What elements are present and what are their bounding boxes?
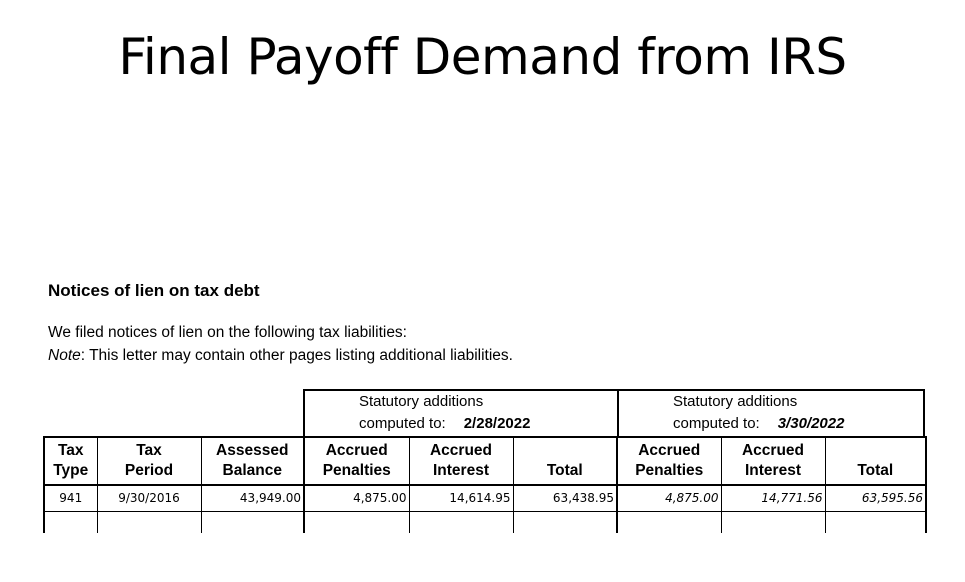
computed-date: 3/30/2022: [777, 415, 845, 432]
header-accrued-penalties: Accrued Penalties: [304, 437, 409, 485]
statutory-box-1: [303, 389, 618, 437]
cell-assessed-balance: 43,949.00: [201, 485, 304, 511]
empty-cell: [617, 511, 721, 533]
cell-tax-type: 941: [44, 485, 97, 511]
header-total-2: Total: [825, 437, 926, 485]
cell-accrued-interest-2: 14,771.56: [721, 485, 825, 511]
cell-accrued-penalties-2: 4,875.00: [617, 485, 721, 511]
empty-cell: [44, 511, 97, 533]
empty-cell: [201, 511, 304, 533]
intro-text: We filed notices of lien on the following tax liabilities:: [48, 324, 407, 341]
header-total: Total: [513, 437, 617, 485]
table-header-row: [44, 437, 926, 485]
header-accrued-penalties-2: Accrued Penalties: [617, 437, 721, 485]
header-accrued-interest-2: Accrued Interest: [721, 437, 825, 485]
empty-cell: [513, 511, 617, 533]
computed-label: computed to:: [359, 415, 446, 432]
cell-total: 63,438.95: [513, 485, 617, 511]
statutory-computed: [359, 415, 530, 432]
header-accrued-interest: Accrued Interest: [409, 437, 513, 485]
lien-table: [43, 436, 927, 533]
cell-accrued-interest: 14,614.95: [409, 485, 513, 511]
note-text: [48, 347, 513, 365]
cell-accrued-penalties: 4,875.00: [304, 485, 409, 511]
header-tax-type: Tax Type: [44, 437, 97, 485]
slide-title: Final Payoff Demand from IRS: [118, 28, 847, 86]
empty-cell: [304, 511, 409, 533]
empty-cell: [721, 511, 825, 533]
empty-cell: [97, 511, 201, 533]
statutory-box-2: [617, 389, 925, 437]
empty-cell: [409, 511, 513, 533]
cell-total-2: 63,595.56: [825, 485, 926, 511]
statutory-computed: [673, 415, 844, 432]
section-heading: Notices of lien on tax debt: [48, 281, 260, 300]
statutory-label: Statutory additions: [359, 393, 484, 410]
cell-tax-period: 9/30/2016: [97, 485, 201, 511]
note-body: : This letter may contain other pages listing additional liabilities.: [80, 347, 513, 364]
computed-date: 2/28/2022: [463, 415, 531, 432]
header-tax-period: Tax Period: [97, 437, 201, 485]
statutory-label: Statutory additions: [673, 393, 798, 410]
computed-label: computed to:: [673, 415, 760, 432]
empty-cell: [825, 511, 926, 533]
table-row: [44, 485, 926, 511]
note-label: Note: [48, 347, 81, 364]
header-assessed-balance: Assessed Balance: [201, 437, 304, 485]
table-row-empty: [44, 511, 926, 533]
